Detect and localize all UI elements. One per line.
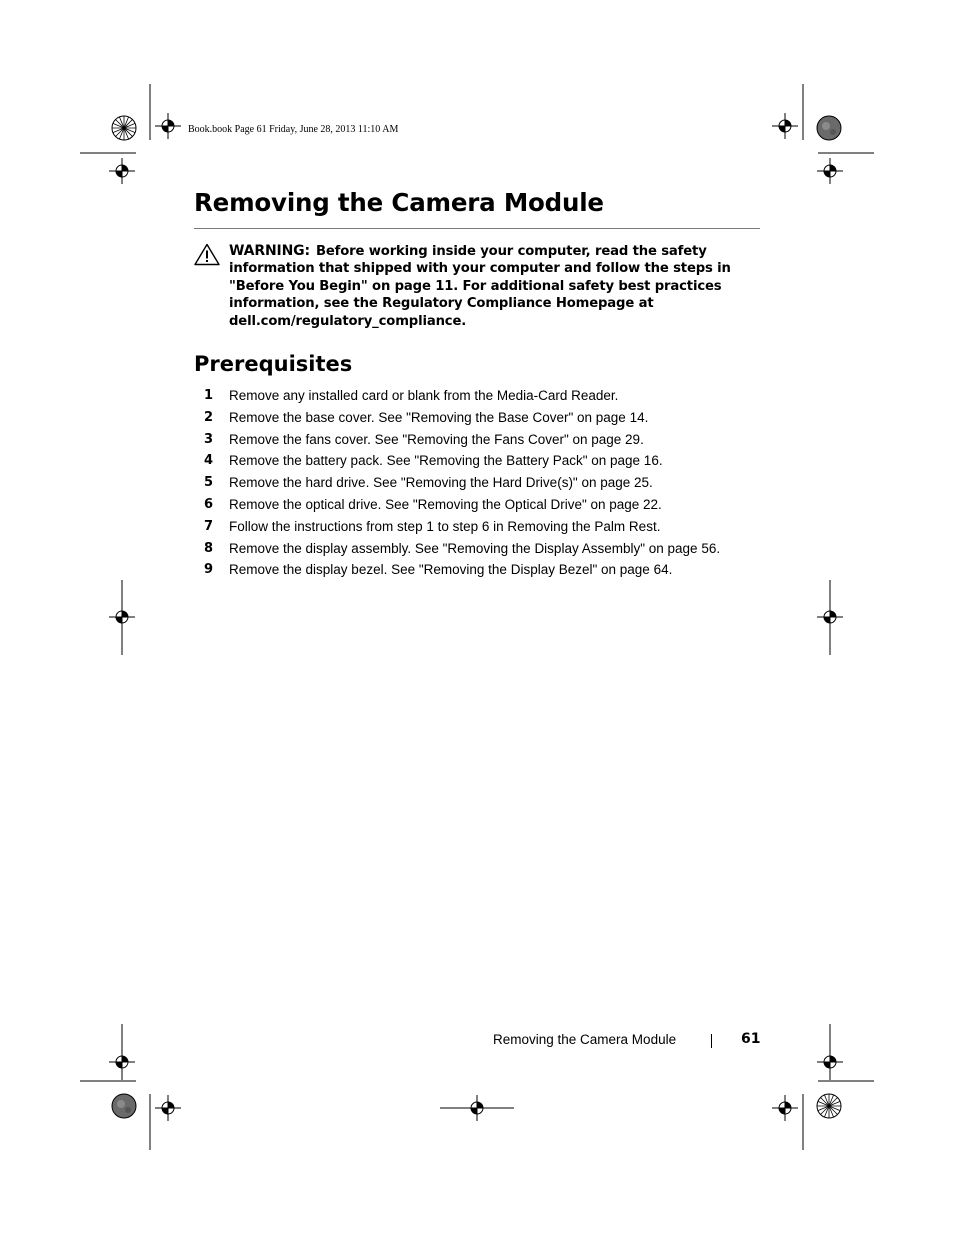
step-item xyxy=(194,407,774,429)
title-rule xyxy=(194,228,760,229)
prerequisite-steps xyxy=(194,385,774,581)
warning-line-text: Before working inside your computer, read the safety xyxy=(315,244,707,259)
warning-text xyxy=(229,243,764,330)
step-text: Remove any installed card or blank from the Media-Card Reader. xyxy=(229,388,619,403)
page-title: Removing the Camera Module xyxy=(194,188,604,217)
footer-page-number: 61 xyxy=(741,1031,761,1047)
step-item xyxy=(194,429,774,451)
print-slug: Book.book Page 61 Friday, June 28, 2013 11:10 AM xyxy=(188,124,399,135)
warning-line: information that shipped with your computer and follow the steps in xyxy=(229,261,731,277)
step-text: Remove the base cover. See "Removing the Base Cover" on page 14. xyxy=(229,409,649,425)
step-item xyxy=(194,559,774,581)
step-item xyxy=(194,472,774,494)
step-number: 2 xyxy=(203,409,213,425)
warning-line: "Before You Begin" on page 11. For additional safety best practices xyxy=(229,278,722,294)
step-text: Remove the display bezel. See "Removing the Display Bezel" on page 64. xyxy=(229,562,673,578)
warning-triangle-icon xyxy=(194,243,220,266)
step-text: Remove the optical drive. See "Removing the Optical Drive" on page 22. xyxy=(229,496,662,512)
step-number: 7 xyxy=(203,518,213,534)
step-text: Remove the hard drive. See "Removing the Hard Drive(s)" on page 25. xyxy=(229,475,653,491)
step-number: 8 xyxy=(203,540,213,556)
step-number: 5 xyxy=(203,475,213,491)
step-item xyxy=(194,494,774,516)
section-title: Prerequisites xyxy=(194,352,353,376)
step-text: Remove the battery pack. See "Removing the Battery Pack" on page 16. xyxy=(229,453,663,469)
step-item xyxy=(194,450,774,472)
step-text: Follow the instructions from step 1 to step 6 in Removing the Palm Rest. xyxy=(229,518,661,534)
step-number: 9 xyxy=(203,562,213,578)
step-item xyxy=(194,538,774,560)
footer-chapter-title: Removing the Camera Module xyxy=(493,1032,677,1047)
step-number: 4 xyxy=(203,453,213,469)
warning-line xyxy=(229,243,764,260)
step-text: Remove the display assembly. See "Removing the Display Assembly" on page 56. xyxy=(229,540,721,556)
warning-line: dell.com/regulatory_compliance. xyxy=(229,313,467,329)
footer-separator xyxy=(711,1034,712,1048)
step-number: 1 xyxy=(203,388,213,403)
step-item xyxy=(194,385,774,407)
step-item xyxy=(194,516,774,538)
step-number: 3 xyxy=(203,431,213,447)
warning-line: information, see the Regulatory Compliance Homepage at xyxy=(229,296,654,312)
warning-label: WARNING: xyxy=(229,243,310,259)
step-text: Remove the fans cover. See "Removing the Fans Cover" on page 29. xyxy=(229,431,644,447)
step-number: 6 xyxy=(203,496,213,512)
